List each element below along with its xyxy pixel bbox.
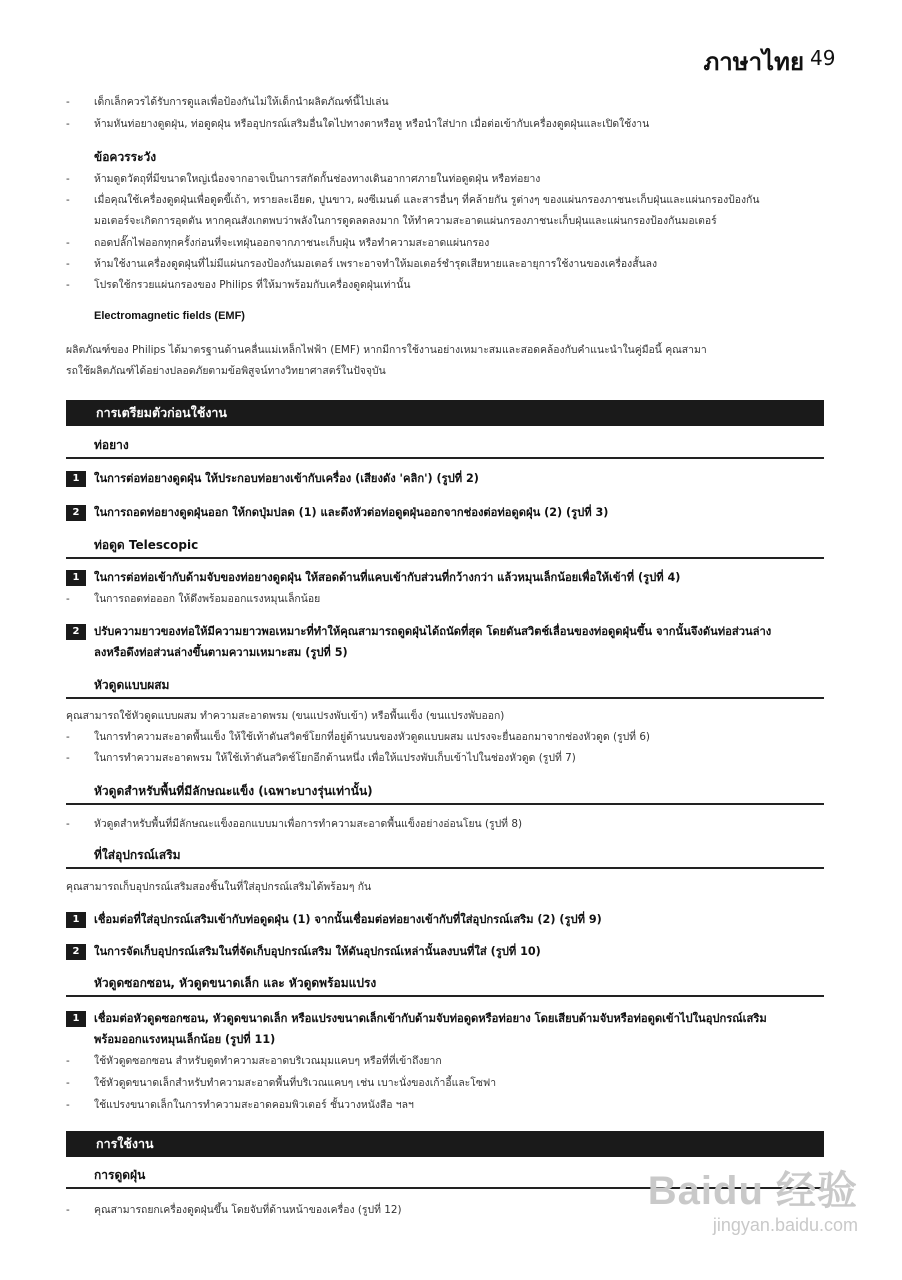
bullet-dash: - [66,279,70,291]
list-item: ถอดปลั๊กไฟออกทุกครั้งก่อนที่จะเทฝุ่นออกจากภาชนะเก็บฝุ่น หรือทำความสะอาดแผ่นกรอง [94,237,490,249]
bullet-dash: - [66,1204,70,1216]
bullet-dash: - [66,258,70,270]
bullet-dash: - [66,818,70,830]
holder-intro: คุณสามารถเก็บอุปกรณ์เสริมสองชิ้นในที่ใส่อุปกรณ์เสริมได้พร้อมๆ กัน [66,881,372,893]
watermark-url: jingyan.baidu.com [712,1215,858,1235]
step-text: ในการต่อท่อเข้ากับด้ามจับของท่อยางดูดฝุ่น ให้สอดด้านที่แคบเข้ากับส่วนที่กว้างกว่า แล้วหมุนเล็กน้อยเพื่อให้เข้าที่ (รูปที่ 4) [94,571,681,584]
list-item: หัวดูดสำหรับพื้นที่มีลักษณะแข็งออกแบบมาเพื่อการทำความสะอาดพื้นแข็งอย่างอ่อนโยน (รูปที่ 8) [94,818,522,830]
list-item: ห้ามดูดวัตถุที่มีขนาดใหญ่เนื่องจากอาจเป็นการสกัดกั้นช่องทางเดินอากาศภายในท่อดูดฝุ่น หรือท่อยาง [94,173,541,185]
step-number: 1 [66,471,86,487]
baidu-watermark [648,1170,858,1236]
step-text: ปรับความยาวของท่อให้มีความยาวพอเหมาะที่ทำให้คุณสามารถดูดฝุ่นได้ถนัดที่สุด โดยดันสวิตช์เลื่อนของท่อดูดฝุ่นขึ้น จากนั้นจึงดันท่อส่วนล่าง [94,625,772,638]
section-rule [66,803,824,805]
emf-paragraph-line: ผลิตภัณฑ์ของ Philips ได้มาตรฐานด้านคลื่นแม่เหล็กไฟฟ้า (EMF) หากมีการใช้งานอย่างเหมาะสมและสอดคล้องกับคำแนะนำในคู่มือนี้ คุณสามา [66,344,707,356]
bullet-dash: - [66,593,70,605]
list-item: ในการทำความสะอาดพรม ให้ใช้เท้าดันสวิตช์โยกอีกด้านหนึ่ง เพื่อให้แปรงพับเก็บเข้าไปในช่องหัวดูด (รูปที่ 7) [94,752,576,764]
page-number: 49 [810,46,836,70]
section-rule [66,457,824,459]
step-number: 1 [66,570,86,586]
section-rule [66,867,824,869]
step-text-continuation: พร้อมออกแรงหมุนเล็กน้อย (รูปที่ 11) [94,1033,276,1046]
bullet-dash: - [66,1077,70,1089]
step-number: 1 [66,1011,86,1027]
section-rule [66,697,824,699]
step-number: 2 [66,624,86,640]
vacuuming-heading: การดูดฝุ่น [94,1168,146,1182]
section-rule [66,557,824,559]
bullet-dash: - [66,118,70,130]
step-text: ในการต่อท่อยางดูดฝุ่น ให้ประกอบท่อยางเข้ากับเครื่อง (เสียงดัง 'คลิก') (รูปที่ 2) [94,472,479,485]
section-band-usage: การใช้งาน [66,1131,824,1157]
list-item: ใช้หัวดูดขนาดเล็กสำหรับทำความสะอาดพื้นที่บริเวณแคบๆ เช่น เบาะนั่งของเก้าอี้และโซฟา [94,1077,497,1089]
hard-floor-heading: หัวดูดสำหรับพื้นที่มีลักษณะแข็ง (เฉพาะบางรุ่นเท่านั้น) [94,784,373,798]
combi-intro: คุณสามารถใช้หัวดูดแบบผสม ทำความสะอาดพรม (ขนแปรงพับเข้า) หรือพื้นแข็ง (ขนแปรงพับออก) [66,710,505,722]
list-item: ในการทำความสะอาดพื้นแข็ง ให้ใช้เท้าดันสวิตช์โยกที่อยู่ด้านบนของหัวดูดแบบผสม แปรงจะยื่นออกมาจากช่องหัวดูด (รูปที่ 6) [94,731,650,743]
watermark-logo-text: Baidu 经验 [647,1169,858,1213]
step-text: เชื่อมต่อที่ใส่อุปกรณ์เสริมเข้ากับท่อดูดฝุ่น (1) จากนั้นเชื่อมต่อท่อยางเข้ากับที่ใส่อุปกรณ์เสริม (2) (รูปที่ 9) [94,913,602,926]
list-item: ใช้แปรงขนาดเล็กในการทำความสะอาดคอมพิวเตอร์ ชั้นวางหนังสือ ฯลฯ [94,1099,414,1111]
section-band-preparation: การเตรียมตัวก่อนใช้งาน [66,400,824,426]
bullet-dash: - [66,173,70,185]
list-item-continuation: มอเตอร์จะเกิดการอุดตัน หากคุณสังเกตพบว่าพลังในการดูดลดลงมาก ให้ทำความสะอาดแผ่นกรองภาชนะเก็บฝุ่นและแผ่นกรองป้องกันมอเตอร์ [94,215,717,227]
list-item: ห้ามหันท่อยางดูดฝุ่น, ท่อดูดฝุ่น หรืออุปกรณ์เสริมอื่นใดไปทางตาหรือหู หรือนำใส่ปาก เมื่อต่อเข้ากับเครื่องดูดฝุ่นและเปิดใช้งาน [94,118,650,130]
list-item: เด็กเล็กควรได้รับการดูแลเพื่อป้องกันไม่ให้เด็กนำผลิตภัณฑ์นี้ไปเล่น [94,96,389,108]
bullet-dash: - [66,194,70,206]
list-item: คุณสามารถยกเครื่องดูดฝุ่นขึ้น โดยจับที่ด้านหน้าของเครื่อง (รูปที่ 12) [94,1204,402,1216]
hose-heading: ท่อยาง [94,438,129,452]
list-item: เมื่อคุณใช้เครื่องดูดฝุ่นเพื่อดูดขี้เถ้า, ทรายละเอียด, ปูนขาว, ผงซีเมนต์ และสารอื่นๆ ที่คล้ายกัน รูต่างๆ ของแผ่นกรองภาชนะเก็บฝุ่นและแผ่นกรองป้องกัน [94,194,760,206]
step-text-continuation: ลงหรือดึงท่อส่วนล่างขึ้นตามความเหมาะสม (รูปที่ 5) [94,646,348,659]
bullet-dash: - [66,237,70,249]
step-number: 1 [66,912,86,928]
crevice-tools-heading: หัวดูดซอกซอน, หัวดูดขนาดเล็ก และ หัวดูดพร้อมแปรง [94,976,377,990]
bullet-dash: - [66,731,70,743]
emf-heading: Electromagnetic fields (EMF) [94,310,245,322]
list-item: ห้ามใช้งานเครื่องดูดฝุ่นที่ไม่มีแผ่นกรองป้องกันมอเตอร์ เพราะอาจทำให้มอเตอร์ชำรุดเสียหายและอายุการใช้งานของเครื่องสั้นลง [94,258,658,270]
caution-heading: ข้อควรระวัง [94,150,157,164]
step-text: เชื่อมต่อหัวดูดซอกซอน, หัวดูดขนาดเล็ก หรือแปรงขนาดเล็กเข้ากับด้ามจับท่อดูดหรือท่อยาง โดยเสียบด้ามจับหรือท่อดูดเข้าไปในอุปกรณ์เสริม [94,1012,767,1025]
list-item: โปรดใช้กรวยแผ่นกรองของ Philips ที่ให้มาพร้อมกับเครื่องดูดฝุ่นเท่านั้น [94,279,411,291]
step-text: ในการจัดเก็บอุปกรณ์เสริมในที่จัดเก็บอุปกรณ์เสริม ให้ดันอุปกรณ์เหล่านั้นลงบนที่ใส่ (รูปที่ 10) [94,945,541,958]
accessory-holder-heading: ที่ใส่อุปกรณ์เสริม [94,848,181,862]
list-item: ใช้หัวดูดซอกซอน สำหรับดูดทำความสะอาดบริเวณมุมแคบๆ หรือที่ที่เข้าถึงยาก [94,1055,442,1067]
bullet-dash: - [66,1055,70,1067]
step-text: ในการถอดท่อยางดูดฝุ่นออก ให้กดปุ่มปลด (1) และดึงหัวต่อท่อดูดฝุ่นออกจากช่องต่อท่อดูดฝุ่น (2) (รูปที่ 3) [94,506,609,519]
bullet-dash: - [66,1099,70,1111]
combi-nozzle-heading: หัวดูดแบบผสม [94,678,170,692]
step-note: ในการถอดท่อออก ให้ดึงพร้อมออกแรงหมุนเล็กน้อย [94,593,321,605]
tube-heading: ท่อดูด Telescopic [94,538,199,552]
bullet-dash: - [66,96,70,108]
bullet-dash: - [66,752,70,764]
step-number: 2 [66,944,86,960]
emf-paragraph-line: รถใช้ผลิตภัณฑ์ได้อย่างปลอดภัยตามข้อพิสูจน์ทางวิทยาศาสตร์ในปัจจุบัน [66,365,386,377]
page-language-title: ภาษาไทย [703,48,804,76]
section-rule [66,995,824,997]
step-number: 2 [66,505,86,521]
